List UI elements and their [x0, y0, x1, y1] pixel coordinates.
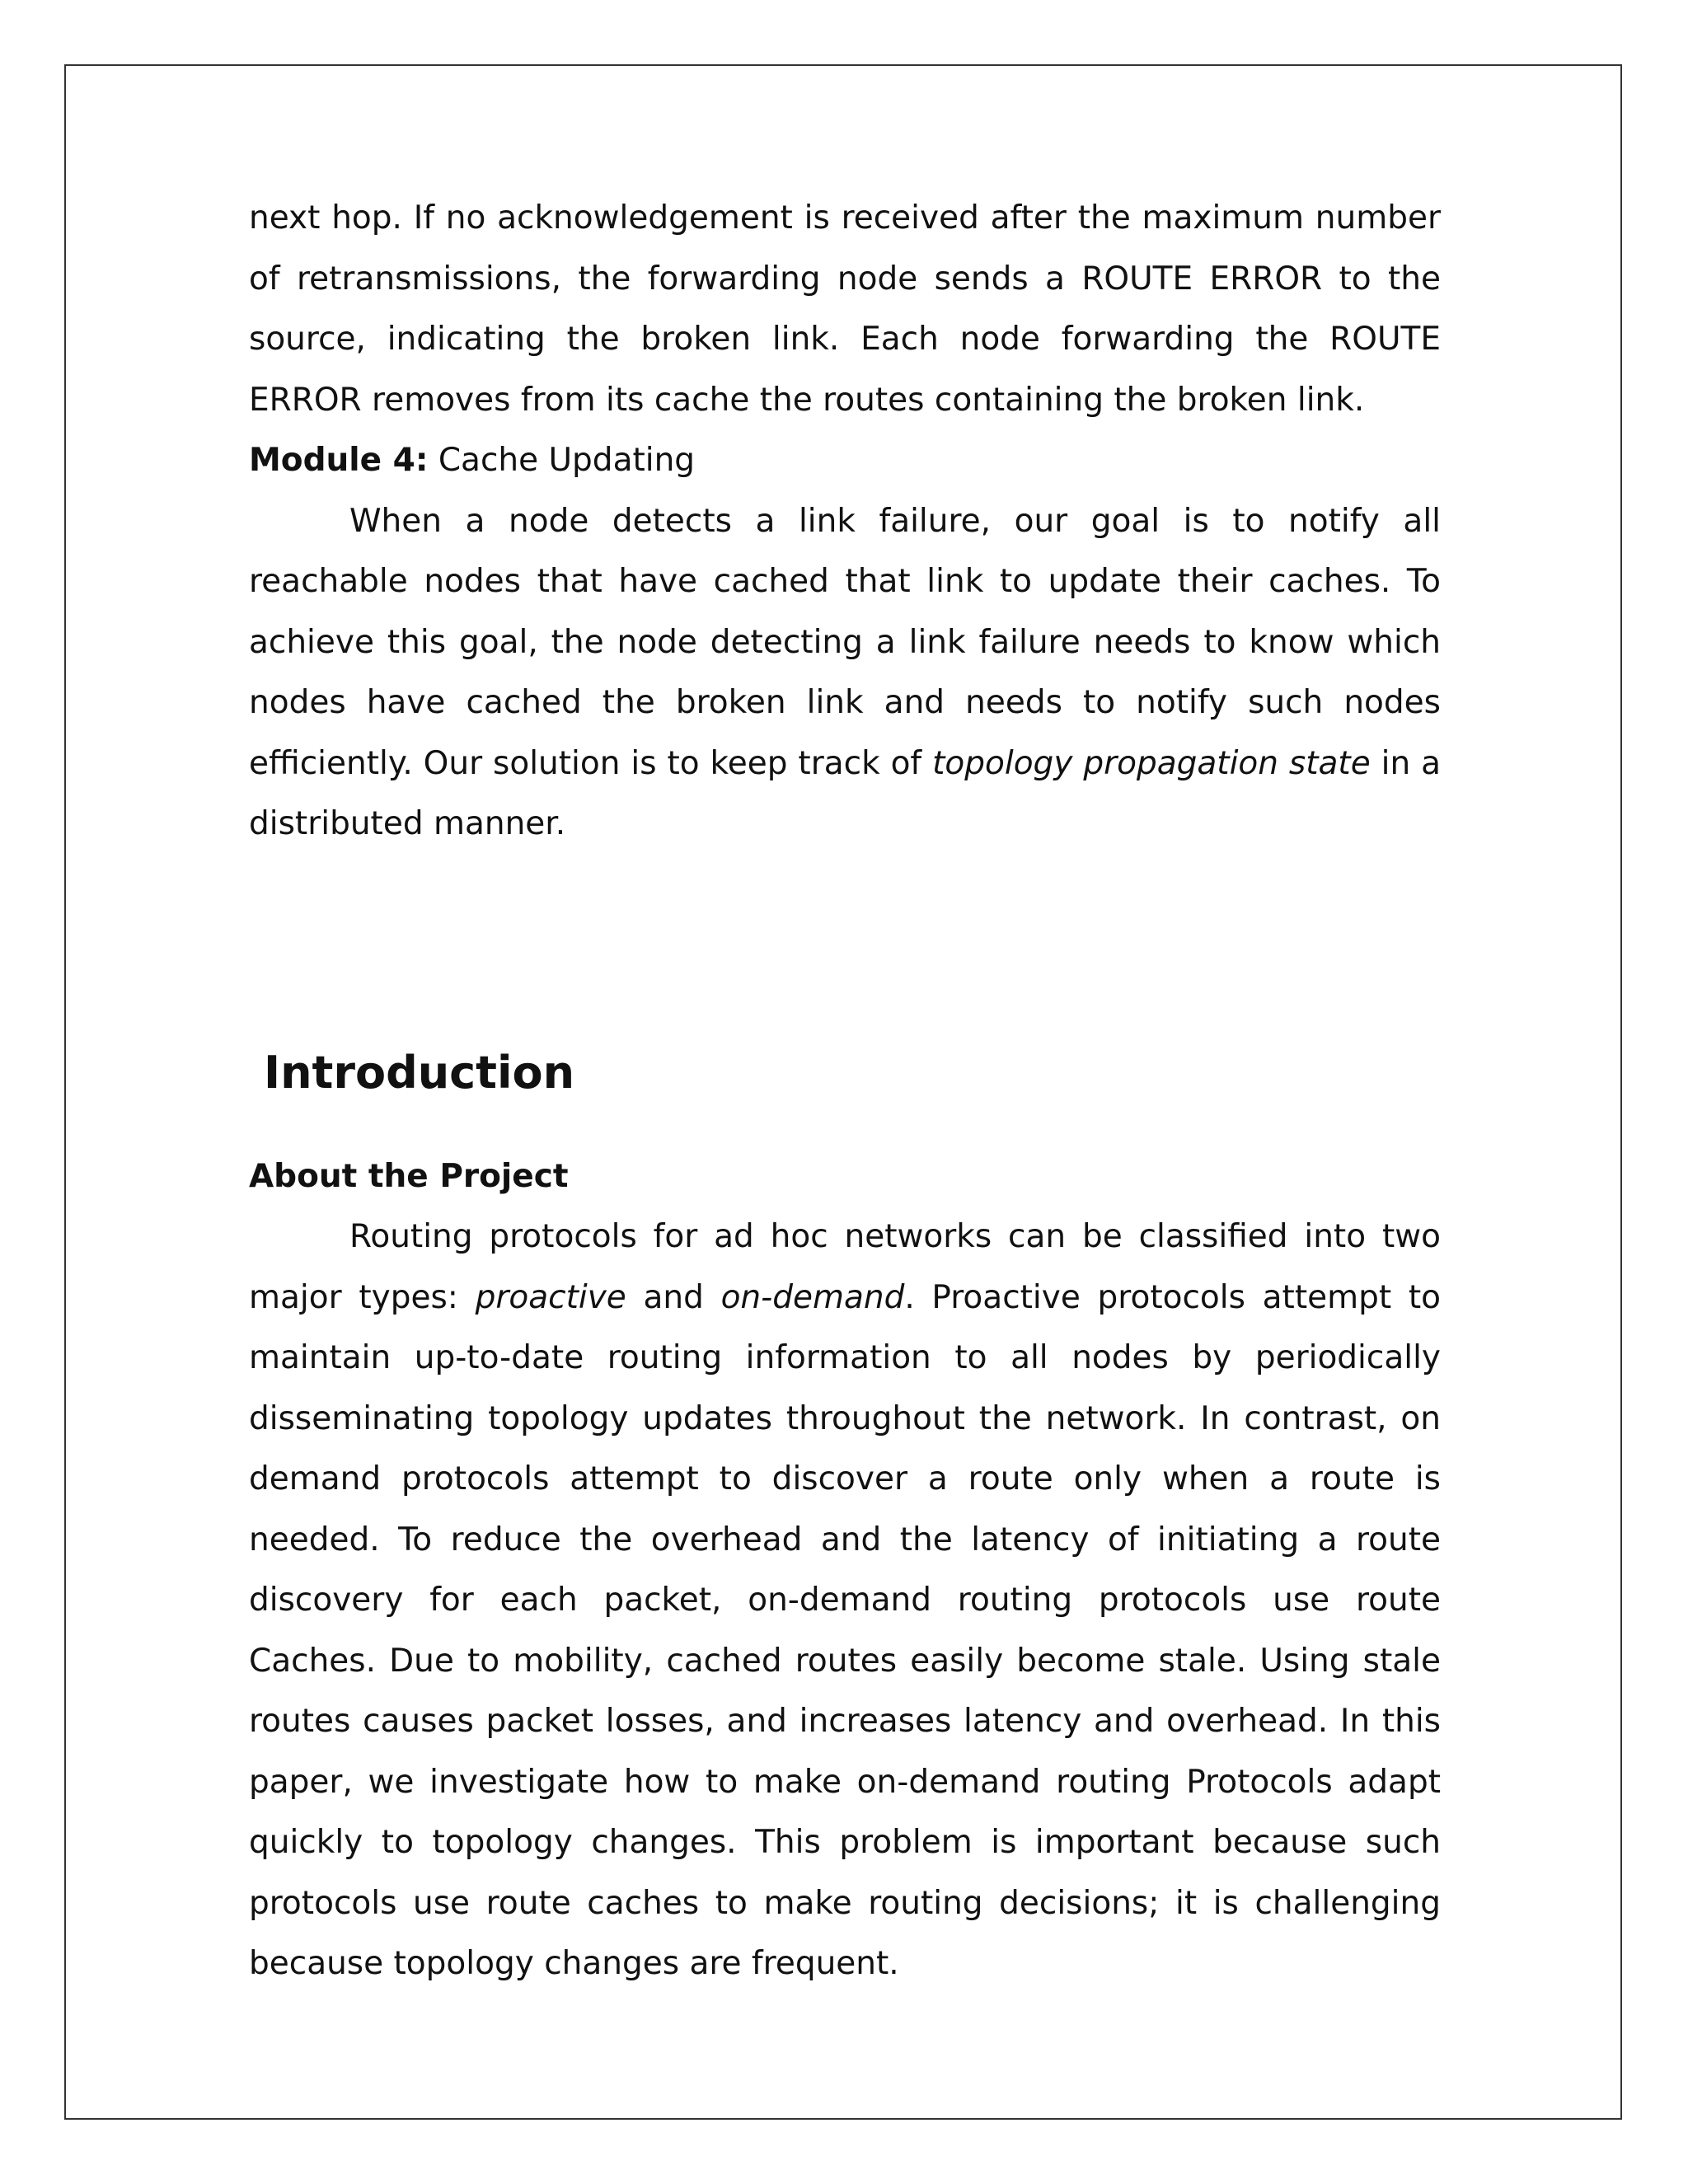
- introduction-text-block: [249, 1207, 1441, 1994]
- module-label: Module 4:: [249, 442, 429, 479]
- intro-em-on-demand: on-demand: [720, 1278, 905, 1316]
- intro-text-b: and: [626, 1278, 721, 1316]
- paragraph-route-error: next hop. If no acknowledgement is received after the maximum number of retransmissions, the forwarding node sends a ROUTE ERROR to the source, indicating the broken link. Each node forwarding the ROUTE ERROR removes from its cache the routes containing the broken link.: [249, 199, 1441, 419]
- intro-text-c: . Proactive protocols attempt to maintain up-to-date routing information to all nodes by periodically disseminating topology updates throughout the network. In contrast, on demand protocols attempt to discover a route only when a route is needed. To reduce the overhead and the latency of initiating a route discovery for each packet, on-demand routing protocols use route Caches. Due to mobility, cached routes easily become stale. Using stale routes causes packet losses, and increases latency and overhead. In this paper, we investigate how to make on-demand routing Protocols adapt quickly to topology changes. This problem is important because such protocols use route caches to make routing decisions; it is challenging because topology changes are frequent.: [249, 1278, 1441, 1982]
- paragraph-cache-updating-a: When a node detects a link failure, our goal is to notify all reachable nodes that have cached that link to update their caches. To achieve this goal, the node detecting a link failure needs to know which nodes have cached the broken link and needs to notify such nodes efficiently. Our solution is to keep track of: [249, 502, 1441, 782]
- module-title: Cache Updating: [438, 442, 696, 479]
- introduction-heading: Introduction: [264, 1047, 575, 1099]
- intro-text-a: Routing protocols for ad hoc networks can be classified into two major types:: [249, 1218, 1441, 1316]
- paragraph-cache-updating-em: topology propagation state: [932, 744, 1371, 782]
- about-project-heading: About the Project: [249, 1158, 569, 1195]
- module-4-heading: [249, 430, 1441, 491]
- paragraph-introduction: [249, 1207, 1441, 1994]
- paragraph-cache-updating-b: in a distributed manner.: [249, 744, 1441, 842]
- paragraph-cache-updating: [249, 491, 1441, 855]
- intro-em-proactive: proactive: [475, 1278, 626, 1316]
- top-text-block: [249, 188, 1441, 855]
